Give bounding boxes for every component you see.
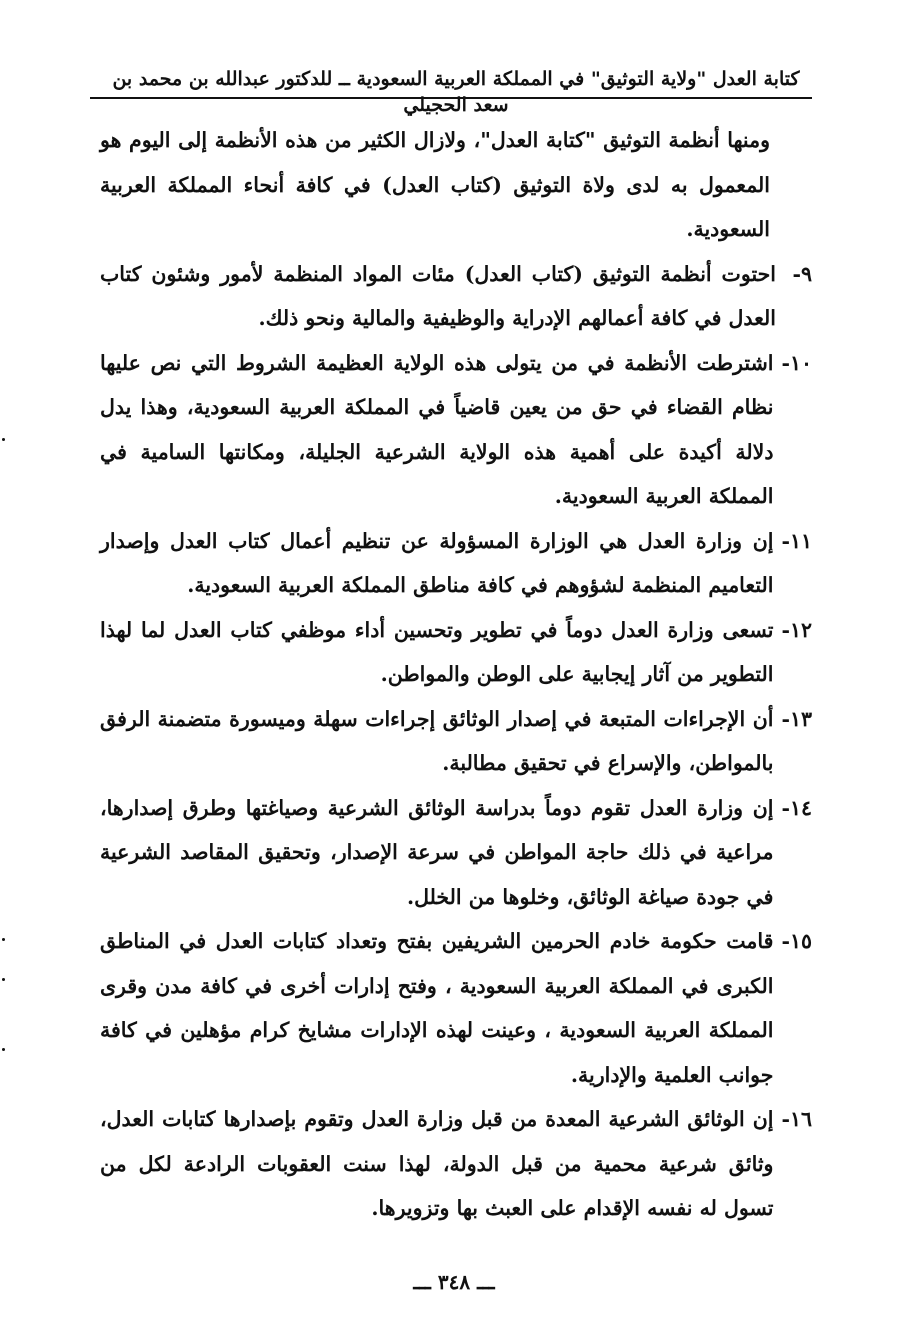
scan-speck [2, 978, 5, 981]
list-item-12 [100, 608, 812, 697]
item-text: احتوت أنظمة التوثيق (كتاب العدل) مئات المواد المنظمة لأمور وشئون كتاب العدل في كافة أعمالهم الإدراية والوظيفية والمالية ونحو ذلك. [100, 261, 776, 330]
scan-speck [2, 938, 5, 941]
intro-paragraph: ومنها أنظمة التوثيق "كتابة العدل"، ولازال الكثير من هذه الأنظمة إلى اليوم هو المعمول به لدى ولاة التوثيق (كتاب العدل) في كافة أنحاء المملكة العربية السعودية. [100, 128, 770, 241]
running-header: كتابة العدل "ولاية التوثيق" في المملكة العربية السعودية ــ للدكتور عبدالله بن محمد بن سعد الحجيلي [112, 68, 800, 116]
list-item-11 [100, 519, 812, 608]
list-item-10 [100, 341, 812, 519]
item-number: ١٤- [781, 795, 812, 820]
item-number: ١٦- [781, 1107, 812, 1131]
scan-speck [2, 1048, 5, 1051]
item-text: إن وزارة العدل تقوم دوماً بدراسة الوثائق الشرعية وصياغتها وطرق إصدارها، مراعية في ذلك حاجة المواطن في سرعة الإصدار، وتحقيق المقاصد الشرعية في جودة صياغة الوثائق، وخلوها من الخلل. [100, 795, 774, 909]
item-text: اشترطت الأنظمة في من يتولى هذه الولاية العظيمة الشروط التي نص عليها نظام القضاء في حق من يعين قاضياً في المملكة العربية السعودية، وهذا يدل دلالة أكيدة على أهمية هذه الولاية الشرعية الجليلة، ومكانتها السامية في المملكة العربية السعودية. [100, 350, 774, 508]
item-number: ١٣- [781, 706, 812, 731]
list-item-15 [100, 919, 812, 1097]
item-number: ٩- [792, 261, 812, 286]
item-text: تسعى وزارة العدل دوماً في تطوير وتحسين أداء موظفي كتاب العدل لما لهذا التطوير من آثار إيجابية على الوطن والمواطن. [100, 617, 774, 686]
list-item-13 [100, 697, 812, 786]
list-item-14 [100, 786, 812, 920]
header-rule [90, 97, 812, 99]
item-number: ١١- [781, 528, 812, 553]
item-number: ١٥- [781, 929, 812, 953]
item-text: قامت حكومة خادم الحرمين الشريفين بفتح وتعداد كتابات العدل في المناطق الكبرى في المملكة العربية السعودية ، وفتح إدارات أخرى في كافة مدن وقرى المملكة العربية السعودية ، وعينت لهذه الإدارات مشايخ كرام مؤهلين في كافة جوانب العلمية والإدارية. [100, 929, 774, 1087]
body-text [100, 118, 812, 1231]
list-item-9 [100, 252, 812, 341]
list-item-16 [100, 1097, 812, 1231]
item-number: ١٠- [781, 350, 812, 375]
item-text: إن الوثائق الشرعية المعدة من قبل وزارة العدل وتقوم بإصدارها كتابات العدل، وثائق شرعية محمية من قبل الدولة، لهذا سنت العقوبات الرادعة لكل من تسول له نفسه الإقدام على العبث بها وتزويرها. [100, 1107, 774, 1220]
page-number: ـــ ٣٤٨ ـــ [413, 1270, 495, 1294]
item-text: أن الإجراءات المتبعة في إصدار الوثائق إجراءات سهلة وميسورة متضمنة الرفق بالمواطن، والإسراع في تحقيق مطالبة. [100, 706, 774, 775]
item-number: ١٢- [781, 617, 812, 642]
scan-speck [2, 438, 5, 441]
item-text: إن وزارة العدل هي الوزارة المسؤولة عن تنظيم أعمال كتاب العدل وإصدار التعاميم المنظمة لشؤوهم في كافة مناطق المملكة العربية السعودية. [100, 528, 774, 597]
